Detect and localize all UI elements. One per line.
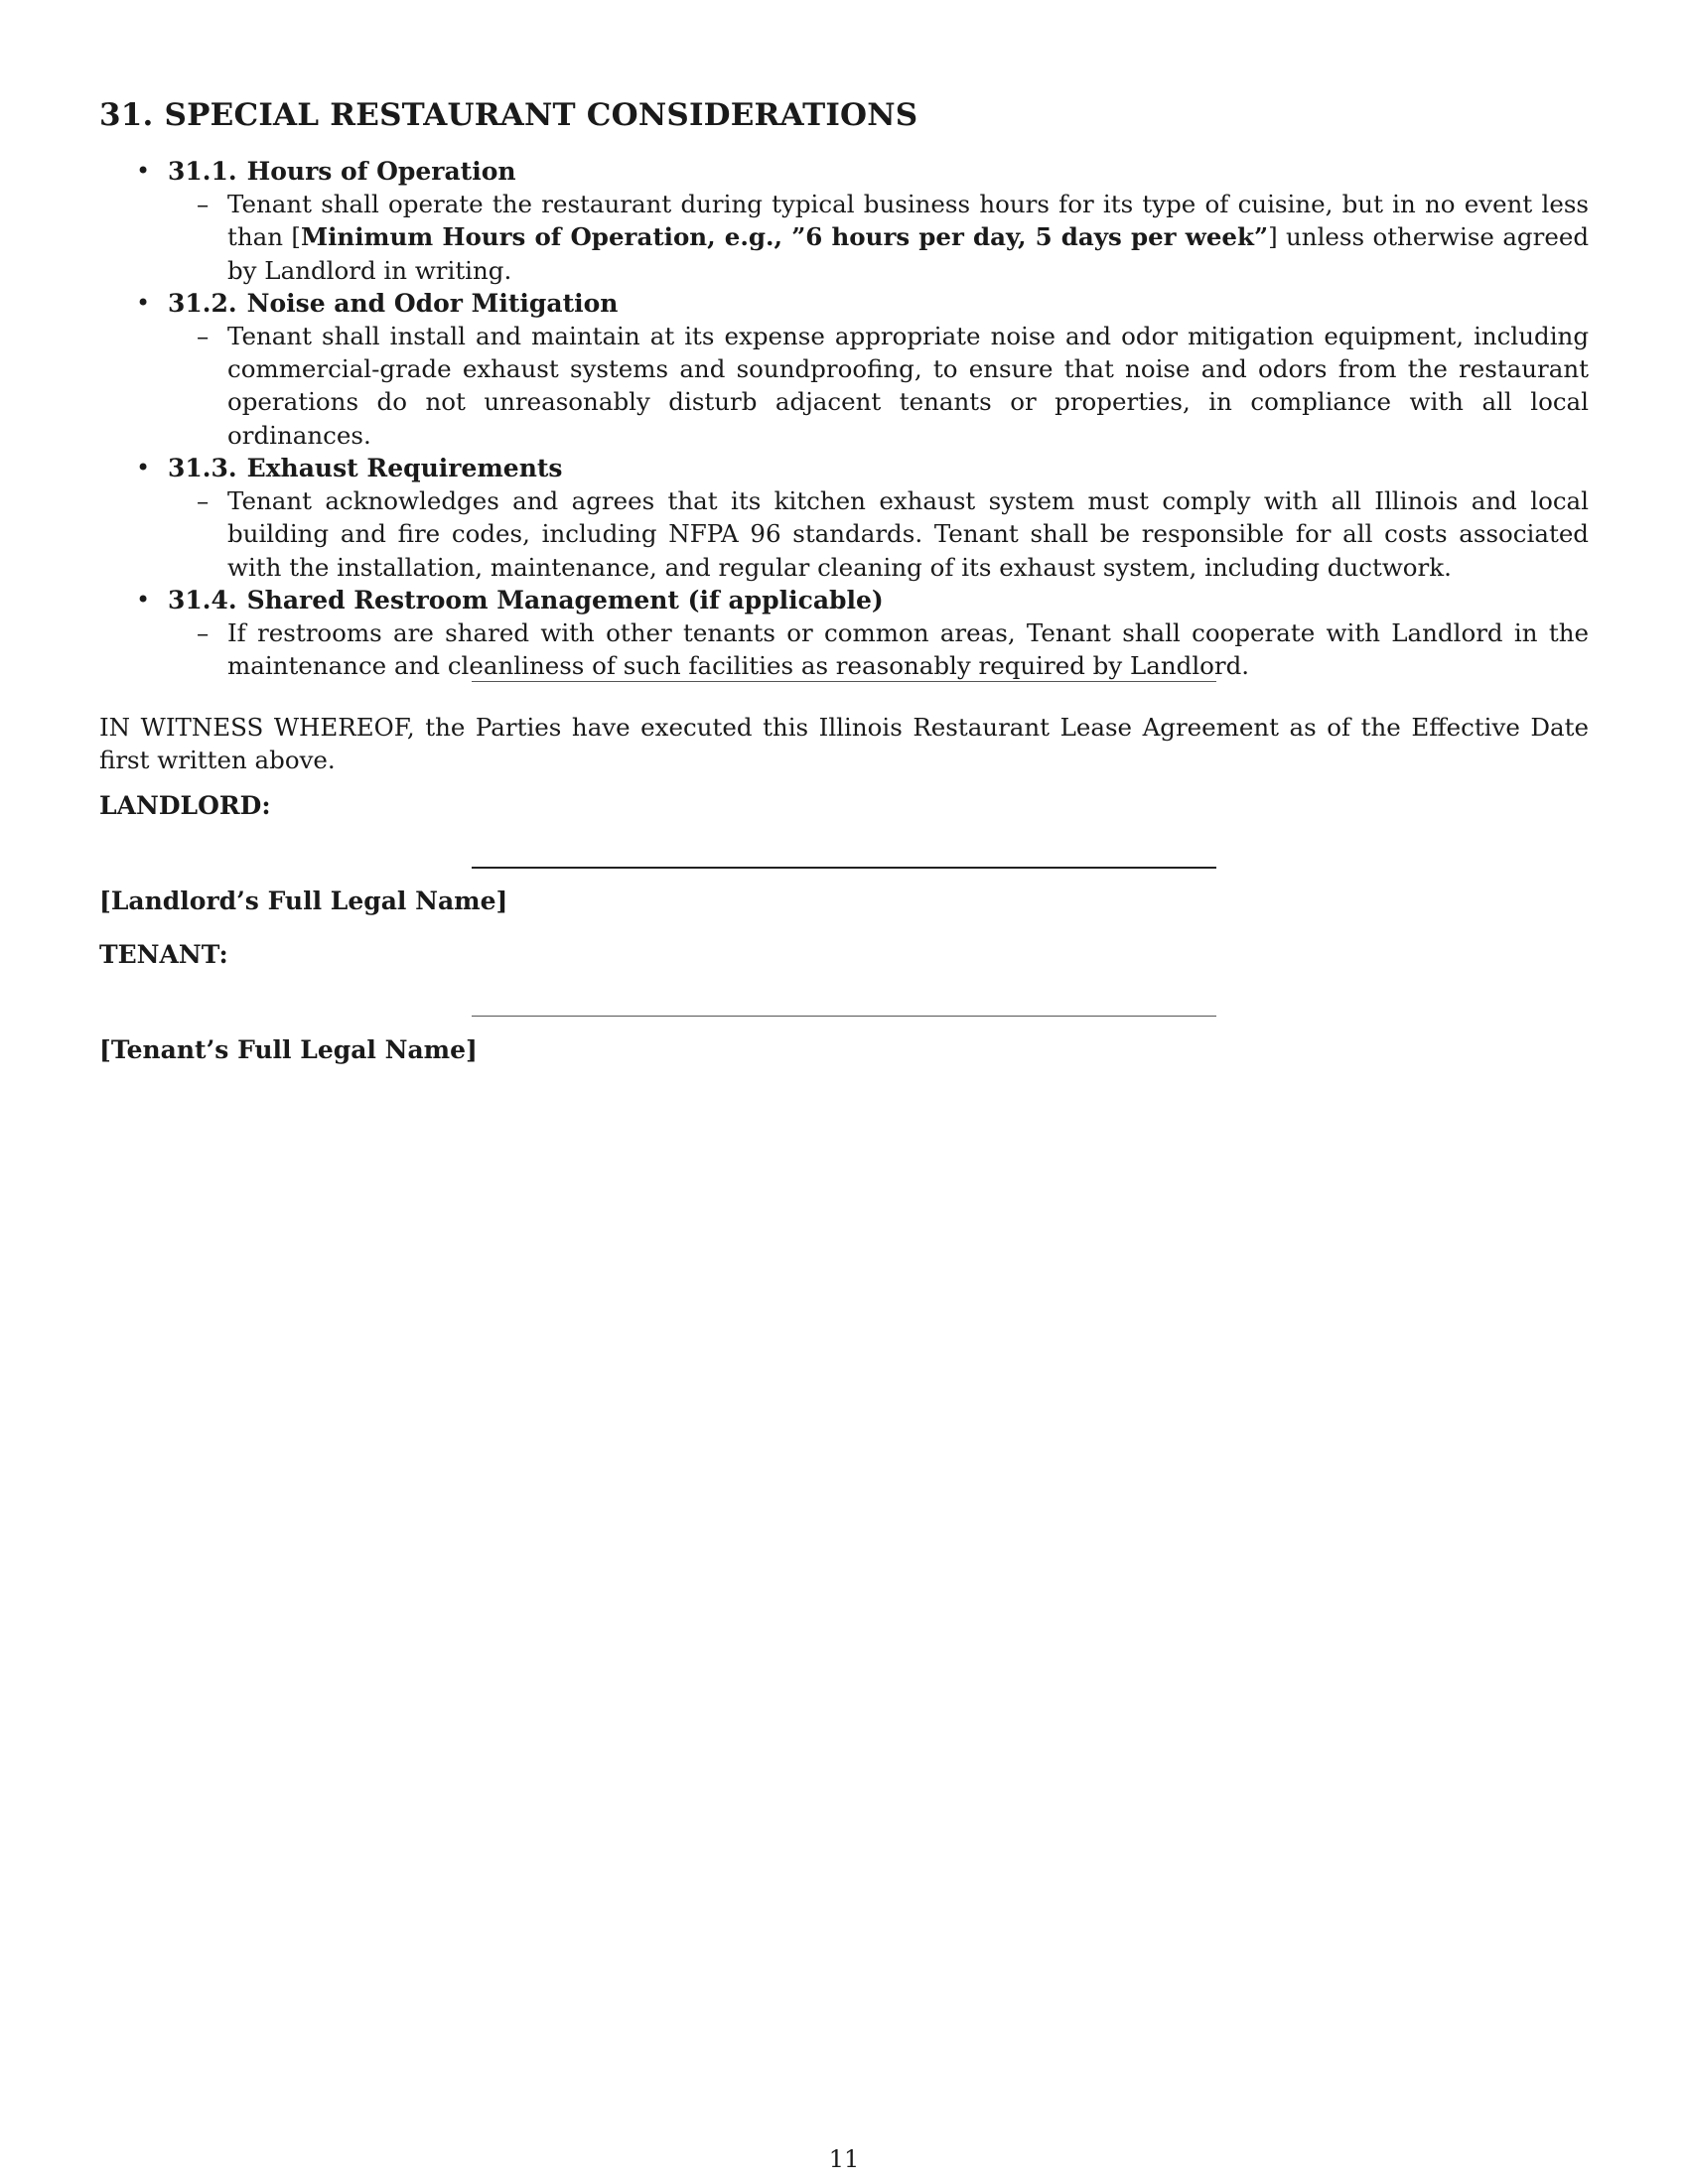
clause-text-before: Tenant shall operate the restaurant during typical business hours for its type of cuisine, but in no event less than [ xyxy=(227,190,1589,252)
witness-paragraph: IN WITNESS WHEREOF, the Parties have executed this Illinois Restaurant Lease Agreement as of the Effective Date first written above. xyxy=(99,713,1589,775)
bullet-icon: • xyxy=(136,585,151,614)
dash-icon: – xyxy=(197,617,210,647)
clause-body: If restrooms are shared with other tenants or common areas, Tenant shall cooperate with Landlord in the maintenance and cleanliness of such facilities as reasonably required by Landlord. xyxy=(227,617,1589,681)
bullet-icon: • xyxy=(136,157,151,185)
clause-31-3 xyxy=(99,452,1589,584)
dash-icon: – xyxy=(197,190,210,218)
clause-31-2 xyxy=(99,287,1589,452)
clause-number: 31.2. xyxy=(168,288,237,318)
tenant-name: [Tenant’s Full Legal Name] xyxy=(99,1035,478,1064)
section-divider xyxy=(472,681,1216,682)
tenant-name-placeholder: Tenant’s Full Legal Name xyxy=(110,1035,467,1064)
clause-text xyxy=(168,320,1589,452)
clause-list xyxy=(99,155,1589,683)
clause-heading: Hours of Operation xyxy=(246,157,516,186)
clause-heading: Exhaust Requirements xyxy=(246,454,563,483)
page-number: 11 xyxy=(828,2145,860,2173)
landlord-name: [Landlord’s Full Legal Name] xyxy=(99,887,508,915)
document-page xyxy=(99,95,1590,1064)
clause-number: 31.4. xyxy=(168,585,237,614)
dash-icon: – xyxy=(197,486,210,516)
clause-body: Tenant shall install and maintain at its expense appropriate noise and odor mitigation equipment, including commercial-grade exhaust systems and soundproofing, to ensure that noise and odors from the restaurant operations do not unreasonably disturb adjacent tenants or properties, in compliance with all local ordinances. xyxy=(227,321,1589,450)
clause-text xyxy=(168,616,1589,683)
tenant-label: TENANT: xyxy=(99,940,228,969)
clause-heading: Noise and Odor Mitigation xyxy=(246,288,619,318)
clause-31-1 xyxy=(99,155,1589,287)
clause-text-after: ] unless otherwise agreed by Landlord in writing. xyxy=(227,222,1590,285)
section-title: SPECIAL RESTAURANT CONSIDERATIONS xyxy=(164,97,918,133)
clause-31-4 xyxy=(99,584,1589,683)
clause-heading: Shared Restroom Management (if applicable) xyxy=(246,585,884,614)
clause-body: Tenant acknowledges and agrees that its kitchen exhaust system must comply with all Illinois and local building and fire codes, including NFPA 96 standards. Tenant shall be responsible for all costs associated with the installation, maintenance, and regular cleaning of its exhaust system, including ductwork. xyxy=(227,486,1589,582)
clause-number: 31.1. xyxy=(168,157,237,186)
section-number: 31. xyxy=(99,97,154,133)
clause-title xyxy=(168,452,1589,484)
hours-placeholder: Minimum Hours of Operation, e.g., ”6 hours per day, 5 days per week” xyxy=(300,222,1269,252)
clause-title xyxy=(168,584,1589,616)
section-heading xyxy=(99,95,1589,135)
bullet-icon: • xyxy=(136,454,151,482)
dash-icon: – xyxy=(197,321,210,350)
landlord-label: LANDLORD: xyxy=(99,791,271,820)
tenant-signature-line[interactable] xyxy=(472,1016,1216,1017)
clause-title xyxy=(168,287,1589,320)
clause-title xyxy=(168,155,1589,188)
clause-number: 31.3. xyxy=(168,454,237,483)
bullet-icon: • xyxy=(136,288,151,317)
clause-text xyxy=(168,484,1589,584)
clause-text xyxy=(168,188,1589,287)
landlord-name-placeholder: Landlord’s Full Legal Name xyxy=(110,887,496,915)
landlord-signature-line[interactable] xyxy=(472,867,1216,869)
